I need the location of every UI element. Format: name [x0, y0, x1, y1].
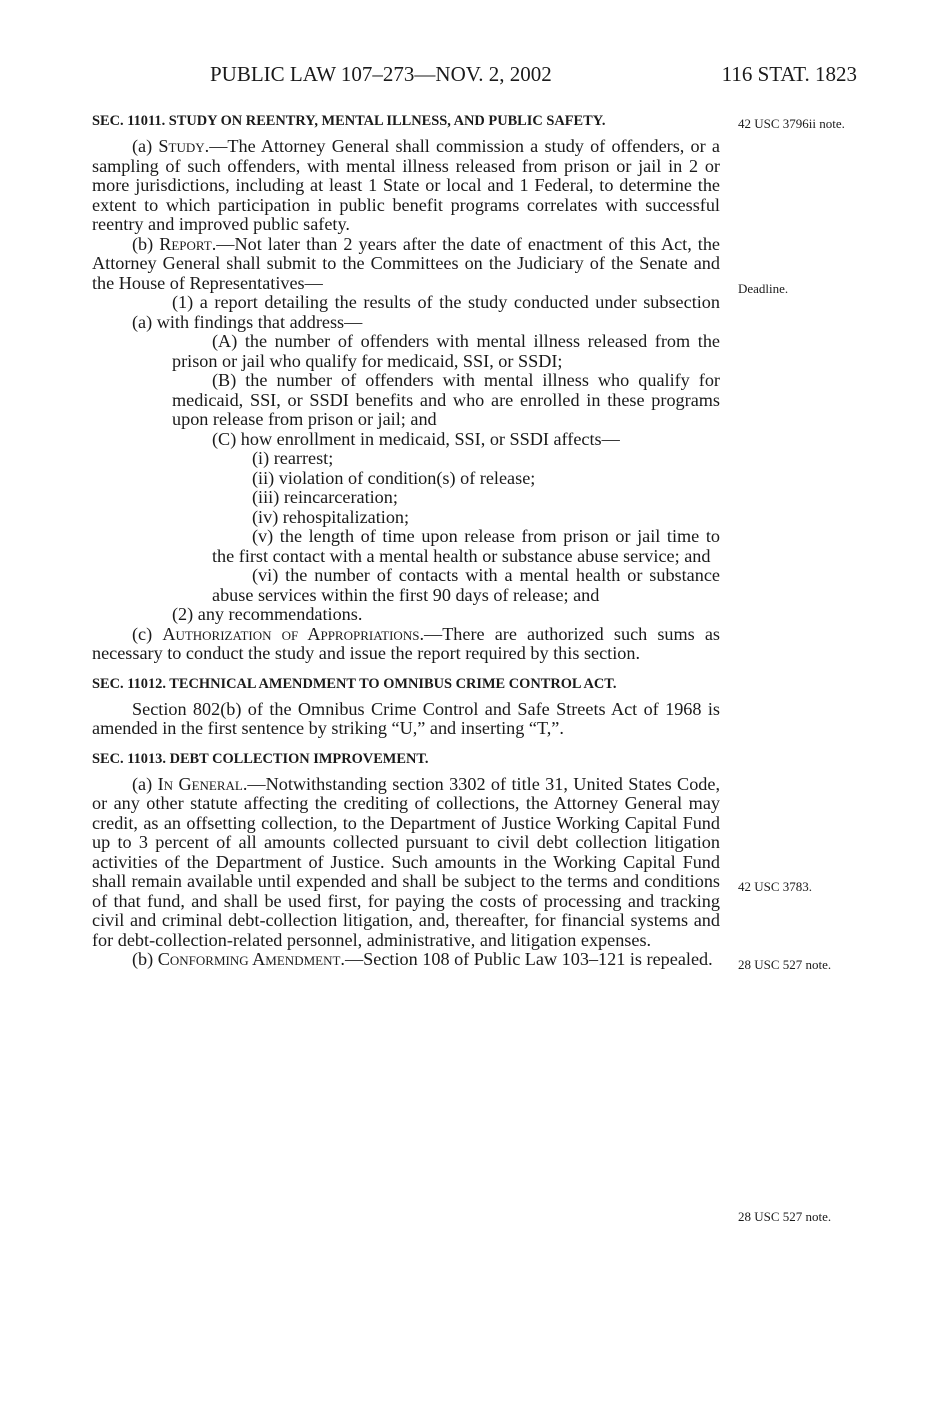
subsection-title: Conforming Amendment	[157, 949, 341, 969]
section-11013-subsection-b	[92, 950, 720, 970]
paragraph-2: (2) any recommendations.	[172, 604, 363, 624]
clause-i: (i) rearrest;	[252, 448, 334, 468]
subparagraph-b: (B) the number of offenders with mental illness who qualify for medicaid, SSI, or SSDI benefits and who are enrolled in these programs upon release from prison or jail; and	[172, 370, 720, 429]
subsection-text: .—There are authorized such sums as necessary to conduct the study and issue the report required by this section.	[92, 623, 721, 663]
subparagraph-c: (C) how enrollment in medicaid, SSI, or SSDI affects—	[212, 428, 620, 449]
header-title: PUBLIC LAW 107–273—NOV. 2, 2002	[210, 62, 552, 86]
subsection-label: (a)	[132, 136, 159, 156]
subsection-text: .—The Attorney General shall commission a study of offenders, or a sampling of such offenders, with mental illness released from prison or jail in 2 or more jurisdictions, including at least 1 State or local and 1 Federal, to determine the extent to which participation in public benefit programs correlates with successful reentry and improved public safety.	[92, 136, 720, 234]
section-11011-heading: SEC. 11011. STUDY ON REENTRY, MENTAL ILLNESS, AND PUBLIC SAFETY.	[92, 113, 606, 129]
subsection-text: .—Notwithstanding section 3302 of title 31, United States Code, or any other statute affecting the crediting of collections, the Attorney General may credit, as an offsetting collection, to the Department of Justice Working Capital Fund up to 3 percent of all amounts collected pursuant to civil debt collection litigation activities of the Department of Justice. Such amounts in the Working Capital Fund shall remain available until expended and shall be subject to the terms and conditions of that fund, and shall be used first, for paying the costs of processing and tracking civil and criminal debt-collection litigation, and, thereafter, for financial systems and for debt-collection-related personnel, administrative, and litigation expenses.	[92, 773, 720, 950]
margin-note-usc-527-b: 28 USC 527 note.	[738, 1209, 832, 1224]
subsection-label: (c)	[132, 623, 163, 644]
subsection-title: Study	[158, 136, 205, 156]
subparagraph-a: (A) the number of offenders with mental illness released from the prison or jail who qualify for medicaid, SSI, or SSDI;	[172, 331, 720, 371]
subsection-label: (a)	[132, 773, 158, 794]
page-header	[0, 62, 949, 92]
paragraph-1: (1) a report detailing the results of the study conducted under subsection (a) with findings that address—	[132, 292, 720, 332]
clause-vi: (vi) the number of contacts with a mental health or substance abuse services within the first 90 days of release; and	[212, 565, 720, 605]
clause-iv: (iv) rehospitalization;	[252, 506, 410, 527]
subsection-title: Authorization of Appropriations	[162, 623, 420, 644]
clause-iii: (iii) reincarceration;	[252, 487, 398, 507]
section-11011-subsection-c	[92, 625, 720, 664]
clause-ii: (ii) violation of condition(s) of release;	[252, 467, 536, 488]
subsection-label: (b)	[132, 949, 158, 969]
subsection-label: (b)	[132, 233, 160, 254]
subsection-text: .—Not later than 2 years after the date of enactment of this Act, the Attorney General shall submit to the Committees on the Judiciary of the Senate and the House of Representatives—	[92, 233, 720, 293]
subsection-title: In General	[157, 773, 243, 794]
margin-note-usc-3783: 42 USC 3783.	[738, 879, 813, 894]
section-11011-subsection-b	[92, 235, 720, 294]
statute-page-number: 116 STAT. 1823	[721, 62, 857, 86]
section-11012-heading: SEC. 11012. TECHNICAL AMENDMENT TO OMNIBUS CRIME CONTROL ACT.	[92, 675, 617, 692]
subsection-title: Report	[159, 233, 212, 254]
clause-v: (v) the length of time upon release from prison or jail time to the first contact with a mental health or substance abuse service; and	[212, 526, 720, 566]
section-11013-subsection-a	[92, 775, 720, 951]
margin-note-usc-3796ii: 42 USC 3796ii note.	[738, 116, 845, 131]
document-body	[92, 111, 720, 970]
section-11012-text: Section 802(b) of the Omnibus Crime Control and Safe Streets Act of 1968 is amended in the first sentence by striking “U,” and inserting “T,”.	[92, 698, 720, 738]
margin-note-deadline: Deadline.	[738, 281, 789, 296]
subsection-text: .—Section 108 of Public Law 103–121 is repealed.	[340, 949, 713, 969]
section-11013-heading: SEC. 11013. DEBT COLLECTION IMPROVEMENT.	[92, 750, 429, 767]
margin-note-usc-527-a: 28 USC 527 note.	[738, 957, 832, 972]
section-11011-subsection-a	[92, 137, 720, 235]
